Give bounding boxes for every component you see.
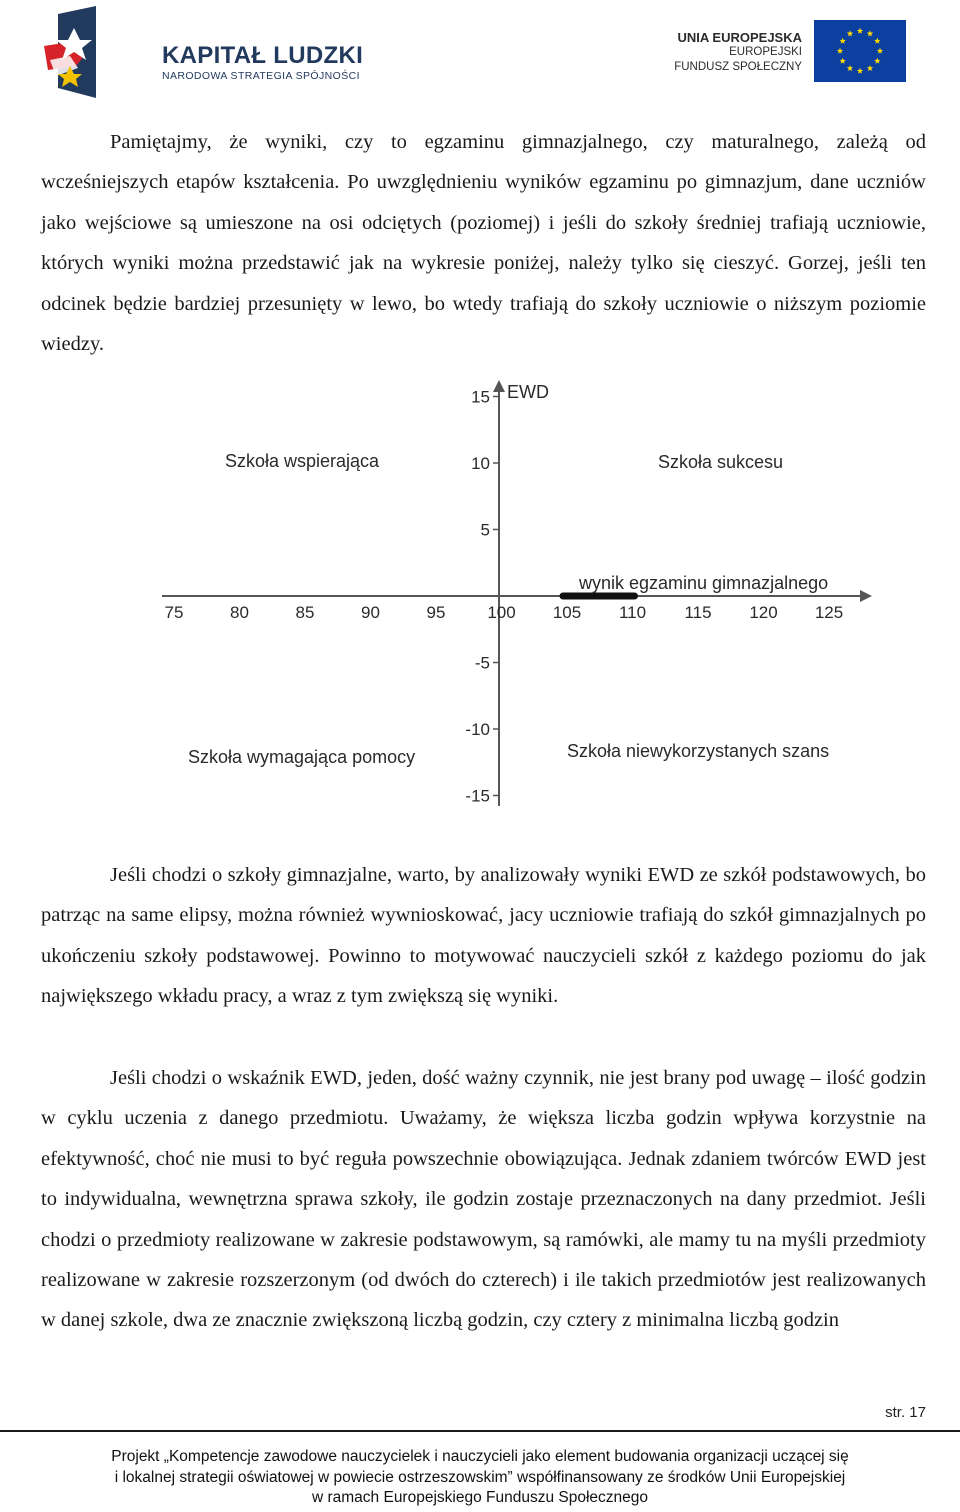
paragraph-gimnazjum: Jeśli chodzi o szkoły gimnazjalne, warto, by analizowały wyniki EWD ze szkół podstawowych, bo patrząc na same elipsy, można również wywnioskować, jacy uczniowie trafiają do szkół gimnazjalnych po ukończeniu szkoły podstawowej. Powinno to motywować nauczycieli szkół z każdego poziomu do jak największego wkładu pracy, a wraz z tym zwiększą się wyniki. [41,864,926,1008]
ewd-quadrant-chart [160,378,880,818]
y-axis-arrow [493,380,505,392]
quadrant-top-right: Szkoła sukcesu [658,452,784,472]
x-axis-label: wynik egzaminu gimnazjalnego [579,573,829,593]
x-tick-label: 125 [814,603,844,622]
x-tick-label: 85 [295,603,315,622]
eu-logo-line2: EUROPEJSKI [729,46,802,58]
page-number: str. 17 [885,1404,926,1421]
x-axis-arrow [860,590,872,602]
x-tick-label: 100 [487,603,516,622]
paragraph-ewd-hours: Jeśli chodzi o wskaźnik EWD, jeden, dość ważny czynnik, nie jest brany pod uwagę – ilość godzin w cyklu uczenia z danego przedmiotu. Uważamy, że większa liczba godzin wpływa korzystnie na efektywność, choć nie musi to być reguła powszechnie obowiązująca. Jednak zdaniem twórców EWD jest to indywidualna, wewnętrzna sprawa szkoły, ile godzin zostaje przeznaczonych na dany przedmiot. Jeśli chodzi o przedmioty realizowane w zakresie podstawowym, są ramówki, ale mamy tu na myśli przedmioty realizowane w zakresie rozszerzonym (od dwóch do czterech) i ile takich przedmiotów jest realizowanych w danej szkole, dwa ze znacznie zwiększoną liczbą godzin, czy cztery z minimalna liczbą godzin [41,1067,926,1332]
logo-subtitle: NARODOWA STRATEGIA SPÓJNOŚCI [162,70,360,82]
y-tick-label: 10 [471,454,490,473]
x-tick-label: 80 [230,603,249,622]
paragraph-intro: Pamiętajmy, że wyniki, czy to egzaminu gimnazjalnego, czy maturalnego, zależą od wcześniejszych etapów kształcenia. Po uwzględnieniu wyników egzaminu po gimnazjum, dane uczniów jako wejściowe są umieszone na osi odciętych (poziomej) i jeśli do szkoły średniej trafiają uczniowie, których wyniki można przedstawić jak na wykresie poniżej, należy tylko się cieszyć. Gorzej, jeśli ten odcinek będzie bardziej przesunięty w lewo, bo wtedy trafiają do szkoły uczniowie o niższym poziomie wiedzy. [41,131,926,356]
footer-divider [0,1430,960,1432]
eu-logo-line1: UNIA EUROPEJSKA [677,30,802,45]
kapital-ludzki-logo [40,6,364,98]
x-tick-label: 95 [426,603,446,622]
x-tick-label: 110 [618,603,647,622]
x-tick-label: 90 [361,603,380,622]
y-tick-label: 15 [471,387,490,407]
eu-flag-icon [814,20,906,82]
x-tick-label: 105 [552,603,582,622]
footer [0,1447,960,1509]
y-tick-label: -10 [465,720,490,739]
quadrant-bottom-right: Szkoła niewykorzystanych szans [567,741,830,761]
x-tick-label: 115 [684,603,712,622]
eu-logo-line3: FUNDUSZ SPOŁECZNY [674,61,802,73]
footer-line-2: i lokalnej strategii oświatowej w powiecie ostrzeszowskim” współfinansowany ze środków Unii Europejskiej [114,1468,846,1486]
footer-line-1: Projekt „Kompetencje zawodowe nauczycielek i nauczycieli jako element budowania organizacji uczącej się [111,1448,849,1465]
x-tick-label: 120 [749,603,778,622]
footer-line-3: w ramach Europejskiego Funduszu Społecznego [311,1489,649,1506]
quadrant-top-left: Szkoła wspierająca [225,451,380,471]
y-axis-label: EWD [507,382,549,402]
y-tick-label: -5 [474,653,490,673]
y-tick-label: 5 [480,520,490,540]
y-tick-label: -15 [465,786,490,806]
quadrant-bottom-left: Szkoła wymagająca pomocy [188,747,416,767]
x-tick-label: 75 [164,603,184,622]
logo-title: KAPITAŁ LUDZKI [162,42,364,69]
kapital-ludzki-emblem-icon [40,6,120,98]
